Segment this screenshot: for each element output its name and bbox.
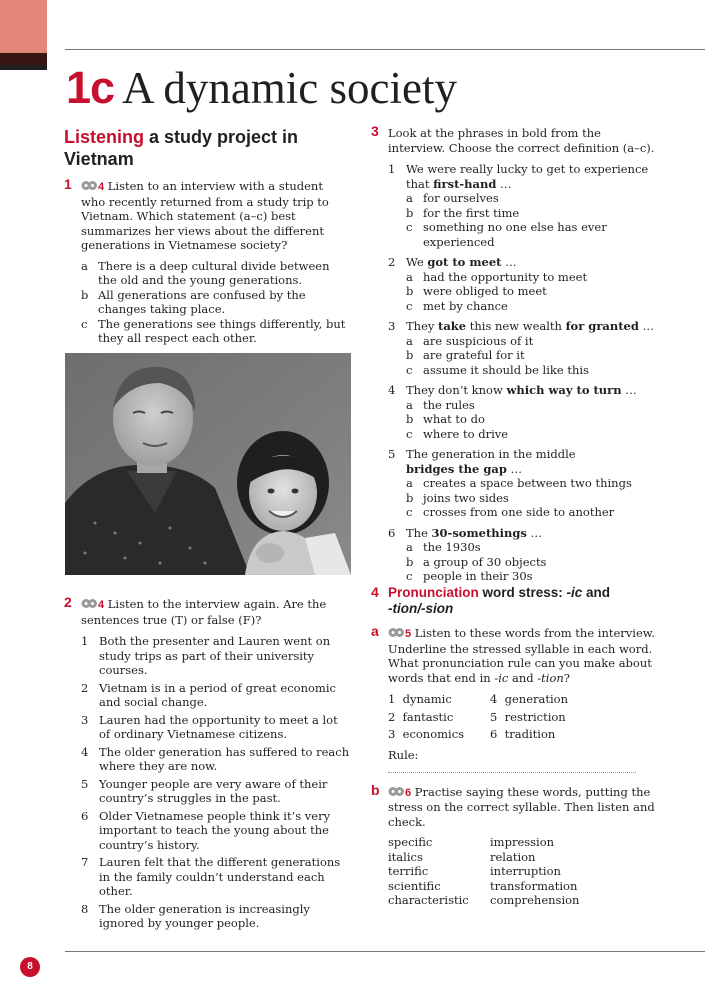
word-item: 6 tradition [490,727,556,741]
option: c The generations see things differently, but they all respect each other. [81,316,346,345]
phrase-item: 1 We were really lucky to get to experience that first-hand … a for ourselves b for the first time c something no one else has ever experienced [388,162,649,249]
header-tab-edge [0,65,47,70]
audio-icon[interactable] [388,626,405,640]
track-number: 6 [405,786,412,799]
audio-icon[interactable] [81,597,98,611]
word-item: 3 economics [388,727,465,741]
statement: 8 The older generation is increasingly ignored by younger people. [81,901,310,930]
track-number: 5 [405,628,412,640]
exercise-number: 1 [64,176,72,192]
exercise-letter: a [371,623,379,639]
audio-icon[interactable] [81,179,98,193]
exercise-instruction: Look at the phrases in bold from the interview. Choose the correct definition (a–c). [388,126,655,155]
exercise-instruction: Listen to an interview with a student who recently returned from a study trip to Vietnam. Which statement (a–c) best summarizes her views about the different generations in Vietnamese society? [81,179,329,252]
word: transformation [490,878,578,893]
exercise-2 [64,594,350,931]
right-column [371,123,661,584]
phrase-item: 3 They take this new wealth for granted … a are suspicious of it b are grateful for it c assume it should be like this [388,319,655,377]
track-number: 4 [98,599,105,611]
exercise-4 [371,585,661,908]
option: b All generations are confused by the changes taking place. [81,287,306,316]
exercise-4a: a 5 Listen to these words from the interview. Underline the stressed syllable in each word. What pronunciation rule can you make about words that end in -ic and -tion? 1 dynamic 4 generation 2 fantastic 5 restriction 3 economics 6 tradition Rule: [371,626,661,777]
word: interruption [490,864,561,878]
unit-code: 1c [66,62,115,113]
word: specific [388,835,433,849]
statement: 6 Older Vietnamese people think it’s very important to teach the young about the country’s history. [81,808,331,852]
statement-list [81,634,350,931]
page-title [66,62,457,114]
option-list [81,259,350,346]
word: italics [388,849,423,864]
option: a There is a deep cultural divide between the old and the young generations. [81,258,330,287]
statement: 2 Vietnam is in a period of great economic and social change. [81,680,336,709]
word-item: 5 restriction [490,709,566,724]
header-tab [0,0,47,53]
word: scientific [388,878,441,893]
statement: 5 Younger people are very aware of their country’s struggles in the past. [81,776,328,805]
exercise-number: 4 [371,584,379,600]
phrase-item: 2 We got to meet … a had the opportunity to meet b were obliged to meet c met by chance [388,255,588,313]
statement: 1 Both the presenter and Lauren went on study trips as part of their university courses. [81,634,331,677]
word: comprehension [490,893,580,907]
exercise-1 [64,176,350,346]
exercise-instruction: Listen to the interview again. Are the sentences true (T) or false (F)? [81,597,327,627]
left-column [64,126,350,346]
audio-icon[interactable] [388,785,405,799]
exercise-number: 3 [371,123,379,139]
footer-rule [65,951,705,952]
statement: 4 The older generation has suffered to reach where they are now. [81,744,350,773]
word: terrific [388,864,429,878]
statement: 3 Lauren had the opportunity to meet a lot of ordinary Vietnamese citizens. [81,712,338,741]
word-item: 1 dynamic [388,692,452,706]
track-number: 4 [98,181,105,193]
header-tab-band [0,53,47,65]
word-item: 2 fantastic [388,709,454,724]
header-rule [65,49,705,50]
phrase-item: 4 They don’t know which way to turn … a the rules b what to do c where to drive [388,383,637,441]
rule-answer-field[interactable] [388,762,636,773]
exercise-number: 2 [64,594,72,610]
exercise-letter: b [371,781,380,798]
word: relation [490,849,536,864]
phrase-list [388,162,661,584]
statement: 7 Lauren felt that the different generations in the family couldn’t understand each other. [81,855,341,898]
rule-line: Rule: [388,748,661,777]
listening-heading: Listening a study project in Vietnam [64,127,299,169]
exercise-4b: b 6 Practise saying these words, putting the stress on the correct syllable. Then listen and check. specific impression italics relation terrific interruption scientific transformation characteristic comprehension [371,785,661,908]
practice-word-list [388,835,661,908]
word-list [388,692,661,742]
unit-title: A dynamic society [122,63,457,113]
word-item: 4 generation [490,692,569,706]
word: impression [490,835,555,849]
exercise-3 [371,123,661,584]
word: characteristic [388,893,469,907]
phrase-item: 5 The generation in the middle bridges the gap … a creates a space between two things b joins two sides c crosses from one side to another [388,447,632,519]
page-number: 8 [20,957,40,977]
pronunciation-heading: Pronunciation word stress: -ic and -tion/-sion [388,585,611,616]
phrase-item: 6 The 30-somethings … a the 1930s b a group of 30 objects c people in their 30s [388,525,547,583]
photo-grandmother-and-child [65,353,351,575]
